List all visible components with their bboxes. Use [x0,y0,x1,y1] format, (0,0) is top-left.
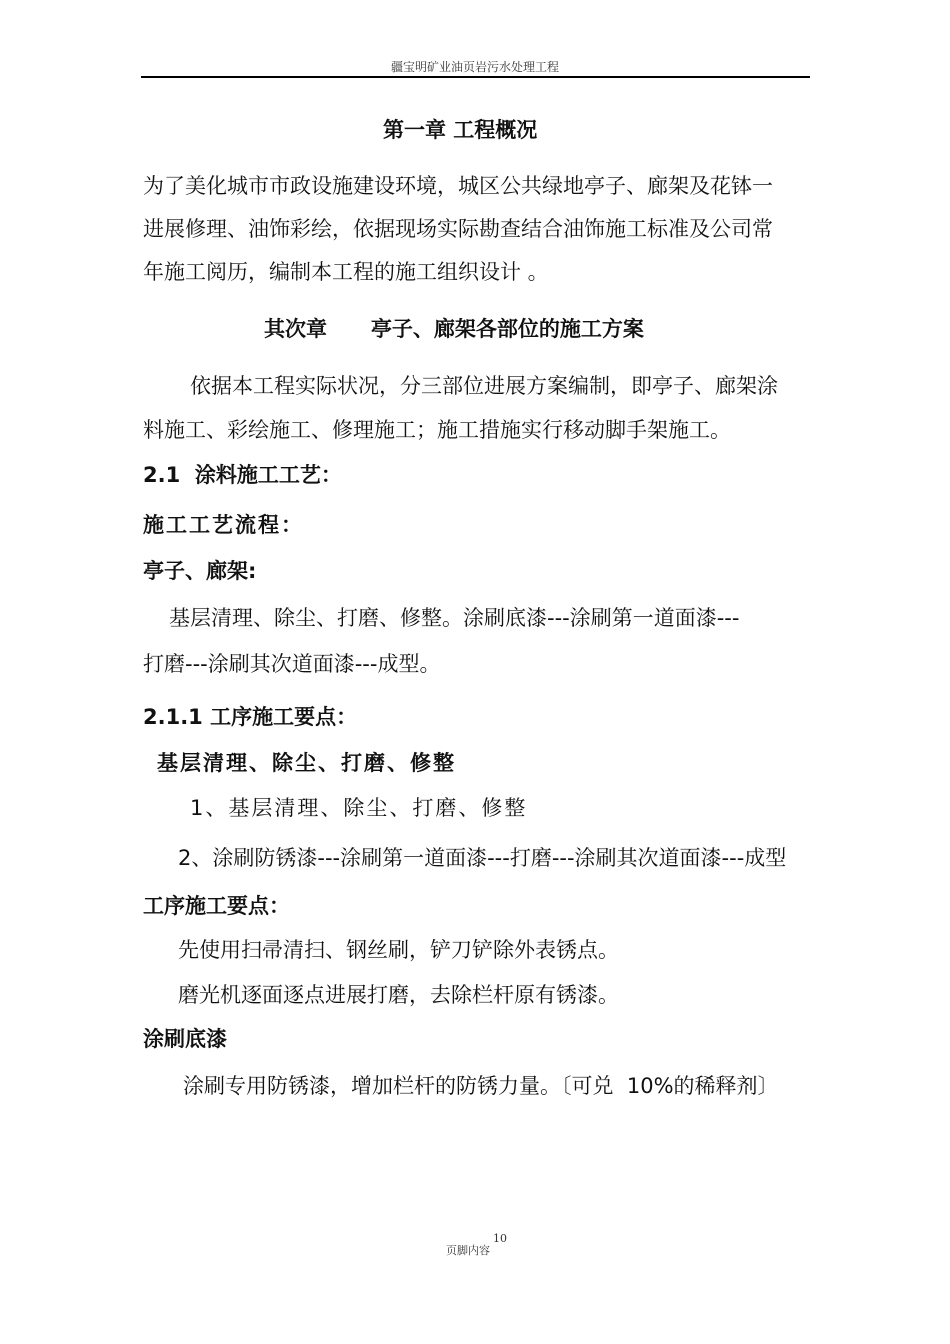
base-clean-item-2: 2、涂刷防锈漆---涂刷第一道面漆---打磨---涂刷其次道面漆---成型 [178,846,787,870]
section-2-1-heading: 2.1 涂料施工工艺： [143,463,342,487]
chapter-2-para-line-2: 料施工、彩绘施工、修理施工；施工措施实行移动脚手架施工。 [143,418,731,442]
primer-line: 涂刷专用防锈漆，增加栏杆的防锈力量。〔可兑 10%的稀释剂〕 [183,1074,779,1098]
base-clean-heading: 基层清理、除尘、打磨、修整 [157,751,456,775]
chapter-2-title: 其次章 亭子、廊架各部位的施工方案 [264,317,644,341]
footer-text: 页脚内容 [446,1244,490,1257]
section-2-1-1-heading: 2.1.1 工序施工要点： [143,705,358,729]
chapter-2-para-line-1: 依据本工程实际状况，分三部位进展方案编制，即亭子、廊架涂 [190,374,778,398]
pavilion-heading: 亭子、廊架: [143,559,257,583]
pavilion-line-2: 打磨---涂刷其次道面漆---成型。 [143,652,441,676]
base-clean-item-1: 1、基层清理、除尘、打磨、修整 [190,796,528,820]
process-flow-heading: 施工工艺流程： [143,513,304,537]
primer-heading: 涂刷底漆 [143,1027,227,1051]
chapter-1-title: 第一章 工程概况 [383,118,538,142]
header-title: 疆宝明矿业油页岩污水处理工程 [390,60,559,74]
key-points-heading: 工序施工要点： [143,894,290,918]
key-points-line-1: 先使用扫帚清扫、钢丝刷，铲刀铲除外表锈点。 [178,938,619,962]
page-number: 10 [493,1232,507,1245]
header-divider [141,76,810,78]
key-points-line-2: 磨光机逐面逐点进展打磨，去除栏杆原有锈漆。 [178,983,619,1007]
chapter-1-para-line-3: 年施工阅历，编制本工程的施工组织设计 。 [143,260,549,284]
chapter-1-para-line-1: 为了美化城市市政设施建设环境，城区公共绿地亭子、廊架及花钵一 [143,174,773,198]
chapter-1-para-line-2: 进展修理、油饰彩绘，依据现场实际勘查结合油饰施工标准及公司常 [143,217,773,241]
pavilion-line-1: 基层清理、除尘、打磨、修整。涂刷底漆---涂刷第一道面漆--- [169,606,740,630]
